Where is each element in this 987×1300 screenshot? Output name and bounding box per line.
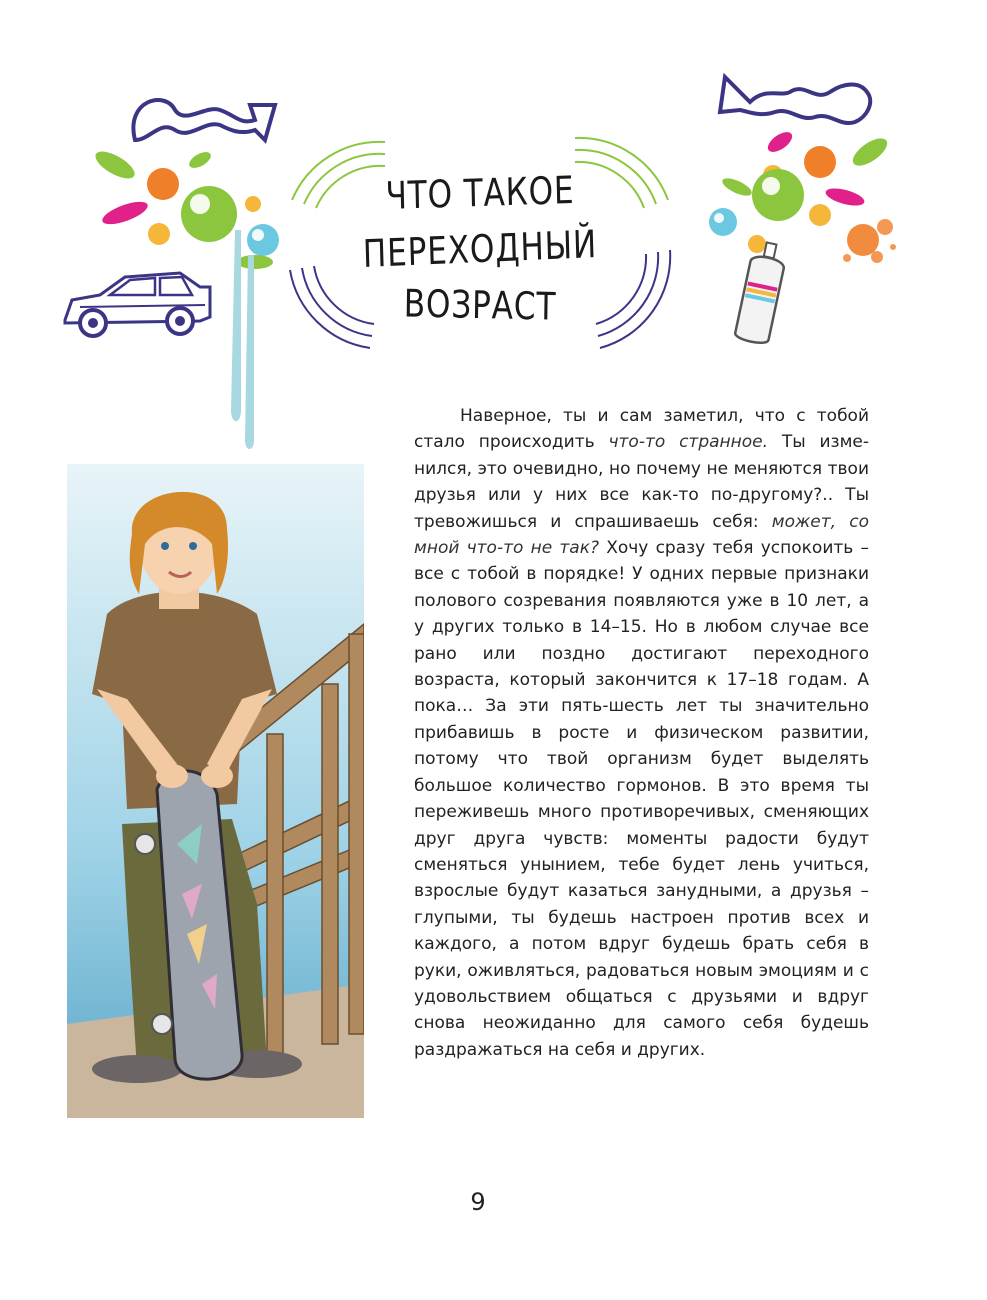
body-part-2: Ты изменился, это очевидно, но почему не меняются твои друзья или у них все как-то по-другому?.. Ты тревожишься и спрашиваешь себя:: [414, 432, 869, 532]
title-line-2: ПЕРЕХОДНЫЙ: [362, 222, 598, 276]
right-decoration: [695, 62, 905, 352]
body-intro: Наверное, ты и сам заметил, что с тобой стало происходить: [414, 406, 869, 453]
title-line-3: ВОЗРАСТ: [403, 281, 557, 329]
scribble-arrow: [133, 100, 275, 140]
car-icon: [65, 273, 210, 336]
left-decoration: [55, 80, 305, 460]
scribble-wave: [720, 77, 870, 123]
boy-skateboard-illustration: [67, 464, 364, 1118]
spray-can-icon: [734, 240, 788, 345]
body-emphasis-1: что-то странное.: [608, 432, 769, 453]
body-part-3: Хочу сразу тебя успокоить – все с тобой в порядке! У одних первые признаки полового созревания появляются уже в 10 лет, а у других только в 14–15. Но в любом случае все рано или поздно достигают переходного возраста, который закончится к 17–18 годам. А пока… За эти пять-шесть лет ты значительно прибавишь в росте и физическом развитии, потому что твой организм будет выделять большое количество гормонов. В это время ты переживешь много противоречивых, сменяющих друг друга чувств: моменты радости будут сменяться унынием, тебе будет лень учиться, взрослые будут казаться занудными, а друзья – глупыми, ты будешь настроен против всех и каждого, а потом вдруг будешь брать себя в руки, оживляться, радоваться новым эмоциям и с удовольствием общаться с друзьями и вдруг снова неожиданно для самого себя будешь раздражаться на себя и других.: [414, 538, 869, 1060]
body-paragraph: [414, 403, 869, 1063]
page-title: [357, 165, 603, 333]
body-emphasis-2: может, со мной что-то не так?: [414, 511, 869, 559]
title-block: [280, 120, 680, 360]
title-line-1: ЧТО ТАКОЕ: [385, 167, 575, 219]
page-number: 9: [470, 1188, 486, 1216]
